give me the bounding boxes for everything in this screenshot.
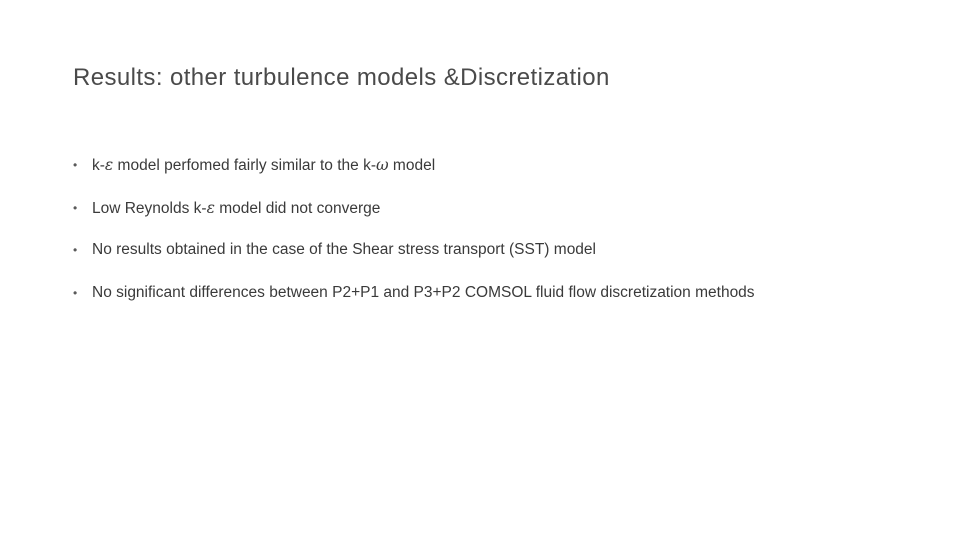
epsilon-symbol: ε [104, 156, 114, 174]
bullet-marker: • [73, 158, 78, 172]
bullet-marker: • [73, 243, 78, 257]
bullet-marker: • [73, 285, 78, 300]
bullet-text-start: Low Reynolds k- [92, 199, 207, 217]
slide-title: Results: other turbulence models &Discretization [73, 64, 610, 91]
epsilon-symbol: ε [206, 198, 215, 217]
bullet-item [73, 282, 893, 325]
bullet-item [73, 154, 893, 197]
bullet-text: No results obtained in the case of the Shear stress transport (SST) model [92, 241, 596, 258]
bullet-item [73, 239, 893, 282]
bullet-item [73, 197, 893, 240]
bullet-text-middle: model did not converge [214, 199, 381, 217]
bullet-marker: • [73, 200, 78, 215]
bullet-text-start: k- [92, 157, 105, 174]
bullet-text: No significant differences between P2+P1 and P3+P2 COMSOL fluid flow discretization methods [92, 283, 755, 301]
bullet-list [73, 154, 893, 324]
omega-symbol: ω [375, 156, 389, 174]
bullet-text-end: model [388, 157, 436, 174]
bullet-text-middle: model perfomed fairly similar to the k- [113, 157, 376, 174]
